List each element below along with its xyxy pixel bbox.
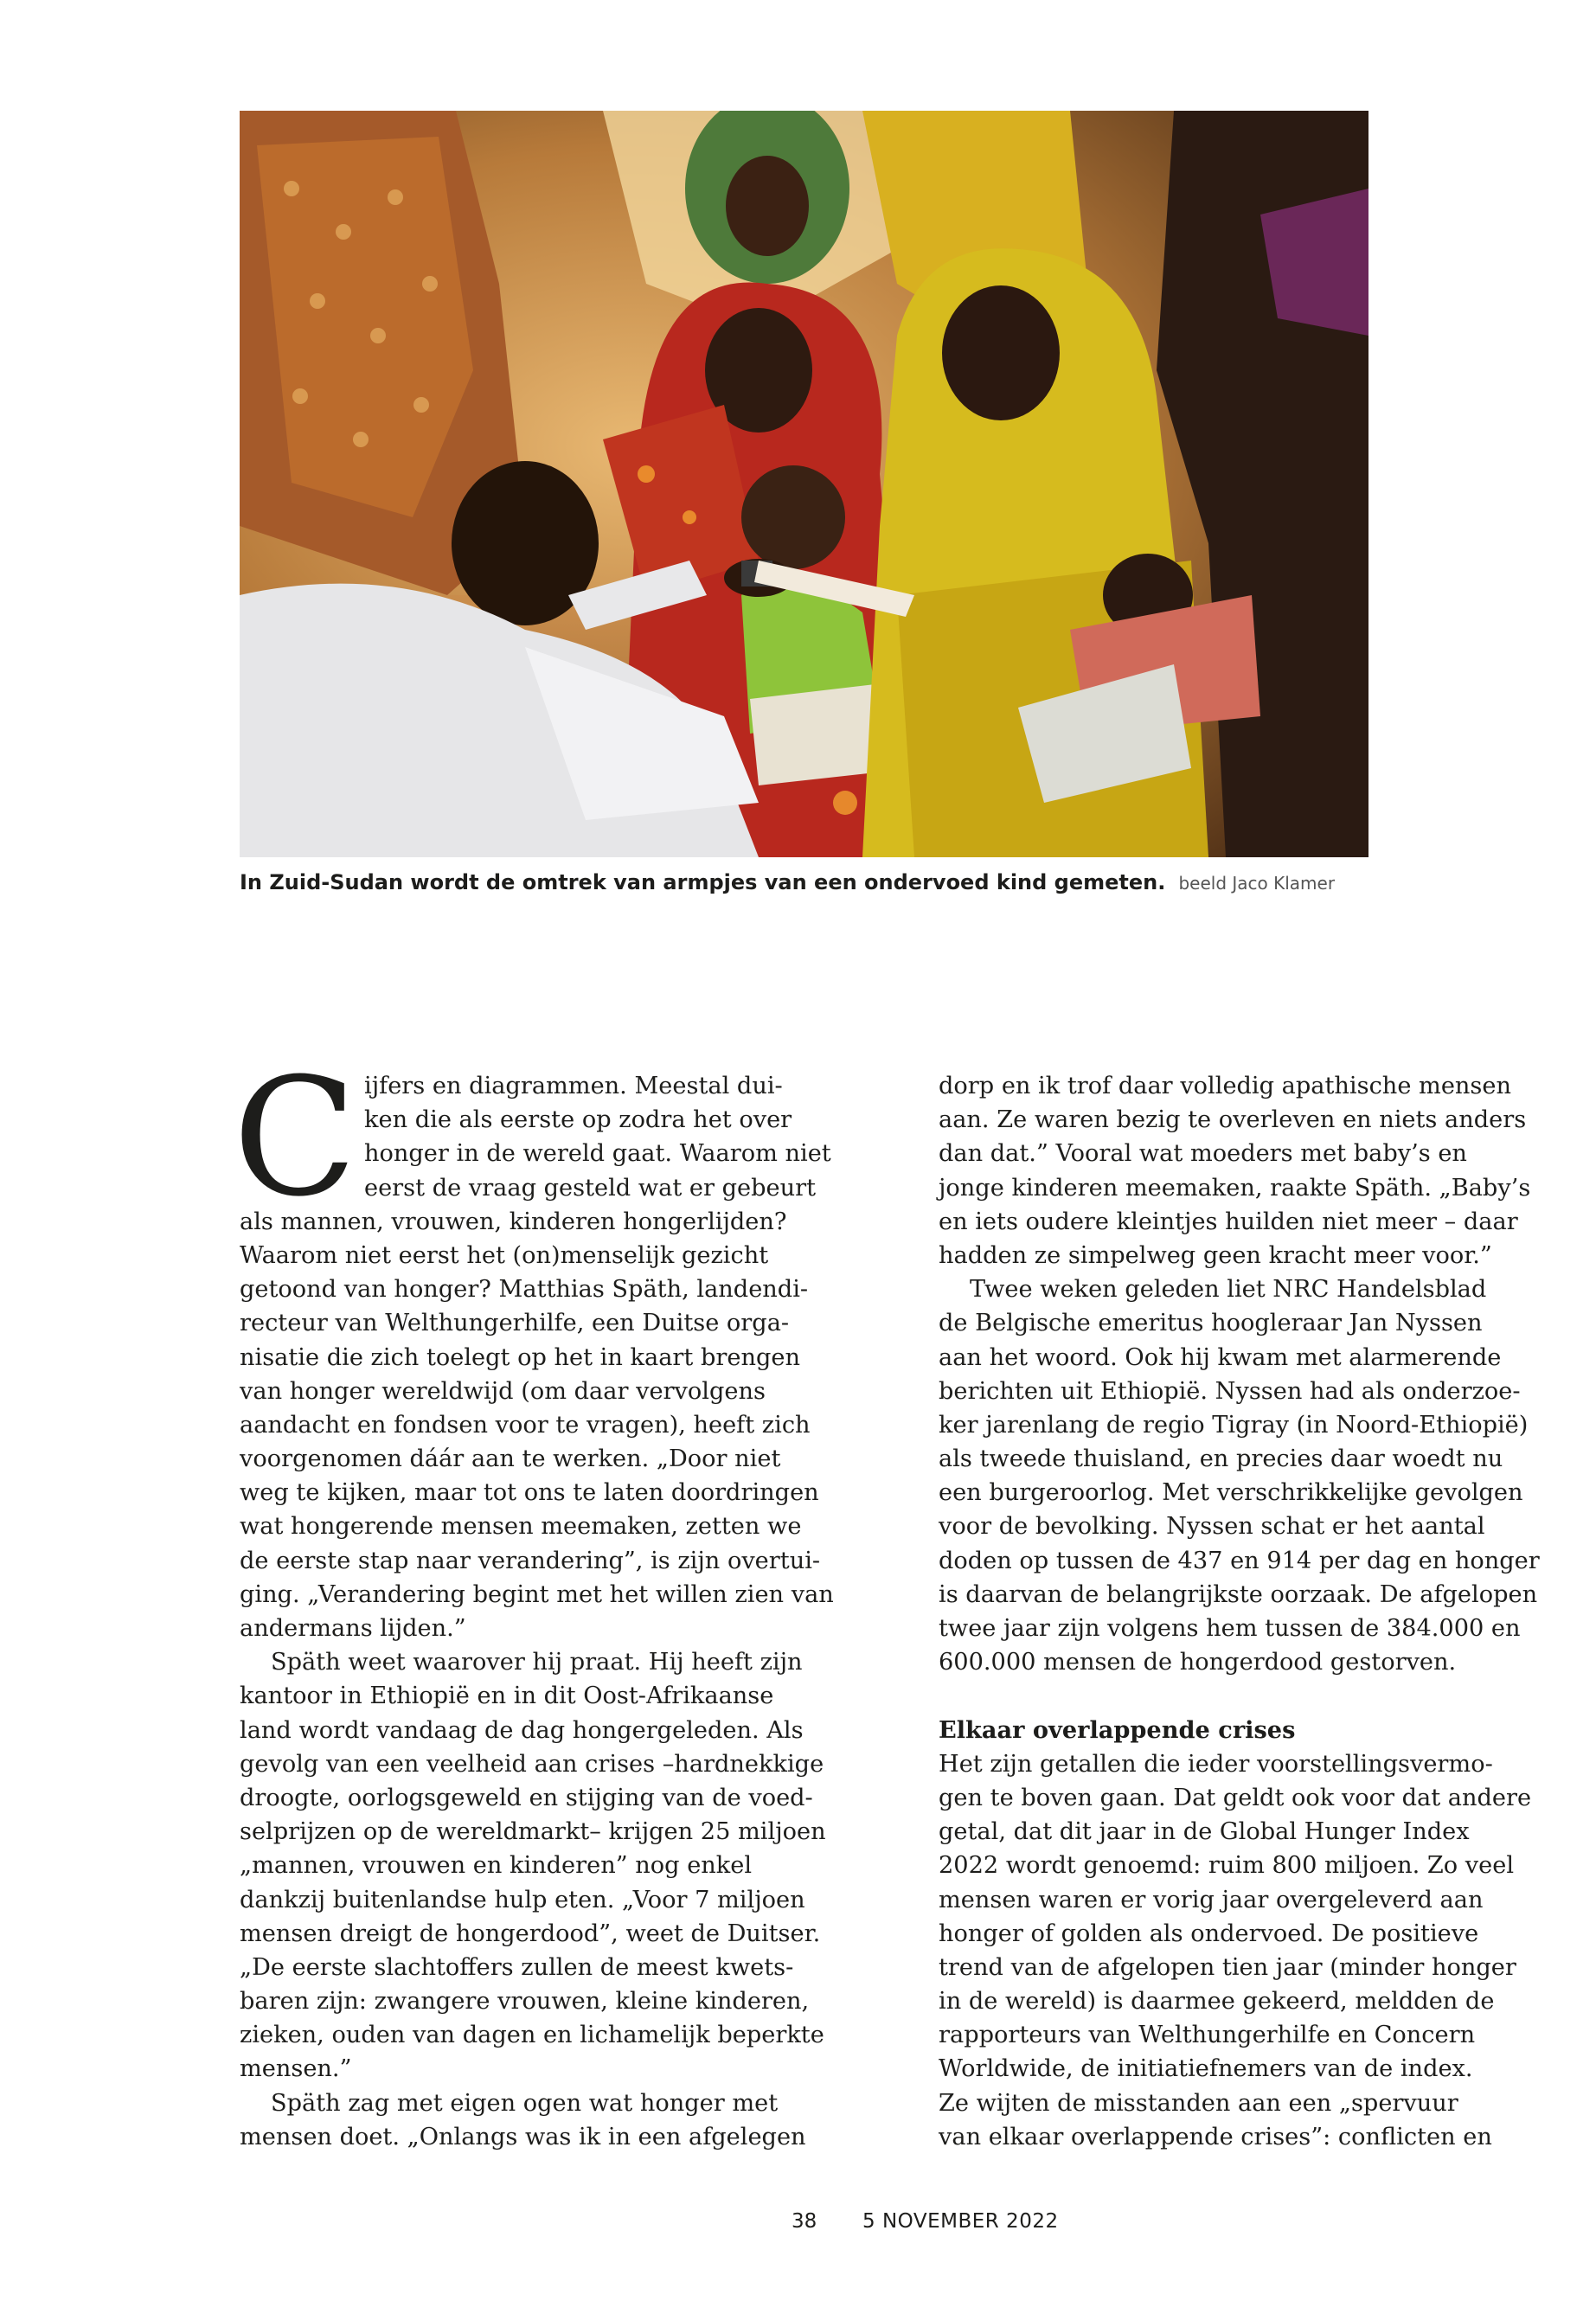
text-line: kantoor in Ethiopië en in dit Oost-Afrikaanse [240, 1682, 774, 1710]
text-line: ijfers en diagrammen. Meestal dui- [364, 1073, 783, 1099]
text-line: Waarom niet eerst het (on)menselijk gezicht [240, 1241, 769, 1269]
text-line: als tweede thuisland, en precies daar woedt nu [939, 1445, 1503, 1473]
text-line: berichten uit Ethiopië. Nyssen had als onderzoe- [939, 1377, 1521, 1405]
text-line: mensen dreigt de hongerdood”, weet de Duitser. [240, 1920, 821, 1947]
text-line: als mannen, vrouwen, kinderen hongerlijden? [240, 1208, 787, 1235]
photo-caption [240, 870, 1451, 894]
photo-illustration [240, 111, 1368, 857]
text-line: twee jaar zijn volgens hem tussen de 384.000 en [939, 1615, 1521, 1642]
text-line: gen te boven gaan. Dat geldt ook voor dat andere [939, 1784, 1532, 1811]
text-line: nisatie die zich toelegt op het in kaart brengen [240, 1343, 800, 1371]
text-line: mensen.” [240, 2055, 352, 2083]
text-line: dankzij buitenlandse hulp eten. „Voor 7 miljoen [240, 1886, 805, 1913]
text-line: is daarvan de belangrijkste oorzaak. De afgelopen [939, 1580, 1538, 1608]
text-line: „De eerste slachtoffers zullen de meest kwets- [240, 1953, 794, 1981]
text-line: dan dat.” Vooral wat moeders met baby’s en [939, 1140, 1467, 1168]
text-line: baren zijn: zwangere vrouwen, kleine kinderen, [240, 1988, 810, 2016]
text-line: een burgeroorlog. Met verschrikkelijke gevolgen [939, 1479, 1523, 1507]
text-line: de Belgische emeritus hoogleraar Jan Nyssen [939, 1310, 1483, 1337]
issue-date: 5 NOVEMBER 2022 [862, 2210, 1059, 2233]
text-line: Worldwide, de initiatiefnemers van de index. [939, 2055, 1473, 2083]
text-line: ken die als eerste op zodra het over [364, 1106, 792, 1134]
text-line: dorp en ik trof daar volledig apathische mensen [939, 1073, 1511, 1099]
text-line: Ze wijten de misstanden aan een „spervuur [939, 2089, 1458, 2117]
text-line: land wordt vandaag de dag hongergeleden. Als [240, 1716, 804, 1744]
text-line: „mannen, vrouwen en kinderen” nog enkel [240, 1852, 753, 1880]
text-line: 600.000 mensen de hongerdood gestorven. [939, 1649, 1457, 1676]
drop-cap: C [233, 1043, 357, 1233]
text-line: de eerste stap naar verandering”, is zijn overtui- [240, 1547, 821, 1574]
text-line: van honger wereldwijd (om daar vervolgens [240, 1377, 766, 1405]
text-line: eerst de vraag gesteld wat er gebeurt [364, 1174, 817, 1202]
text-line: recteur van Welthungerhilfe, een Duitse orga- [240, 1310, 790, 1337]
text-line: voor de bevolking. Nyssen schat er het aantal [939, 1513, 1485, 1541]
text-line: doden op tussen de 437 en 914 per dag en honger [939, 1547, 1540, 1574]
text-line: ging. „Verandering begint met het willen zien van [240, 1580, 834, 1608]
text-line: ker jarenlang de regio Tigray (in Noord-Ethiopië) [939, 1411, 1529, 1439]
text-line: honger of golden als ondervoed. De positieve [939, 1920, 1479, 1947]
text-line: Späth weet waarover hij praat. Hij heeft zijn [271, 1649, 803, 1676]
text-line: in de wereld) is daarmee gekeerd, meldden de [939, 1988, 1495, 2016]
paragraph-gap [939, 1679, 1492, 1713]
text-line: jonge kinderen meemaken, raakte Späth. „Baby’s [939, 1174, 1531, 1202]
text-line: Späth zag met eigen ogen wat honger met [271, 2089, 779, 2117]
text-line: trend van de afgelopen tien jaar (minder honger [939, 1953, 1516, 1981]
text-line: droogte, oorlogsgeweld en stijging van de voed- [240, 1784, 813, 1811]
article-photo [240, 111, 1368, 857]
text-line: mensen waren er vorig jaar overgeleverd aan [939, 1886, 1484, 1913]
text-line: voorgenomen dáár aan te werken. „Door niet [240, 1445, 781, 1473]
photo-credit: beeld Jaco Klamer [1178, 873, 1336, 894]
text-line: Twee weken geleden liet NRC Handelsblad [970, 1276, 1487, 1304]
text-line: andermans lijden.” [240, 1615, 466, 1642]
text-line: weg te kijken, maar tot ons te laten doordringen [240, 1479, 819, 1507]
text-line: zieken, ouden van dagen en lichamelijk beperkte [240, 2022, 824, 2049]
article-column-right [939, 1069, 1540, 2154]
text-line: van elkaar overlappende crises”: conflicten en [939, 2123, 1492, 2150]
text-line: honger in de wereld gaat. Waarom niet [364, 1140, 831, 1168]
text-line: mensen doet. „Onlangs was ik in een afgelegen [240, 2123, 806, 2150]
caption-text: In Zuid-Sudan wordt de omtrek van armpjes van een ondervoed kind gemeten. [240, 870, 1166, 894]
text-line: aan het woord. Ook hij kwam met alarmerende [939, 1343, 1502, 1371]
page-number: 38 [792, 2210, 817, 2233]
text-line: getoond van honger? Matthias Späth, landendi- [240, 1276, 809, 1304]
text-line: Het zijn getallen die ieder voorstellingsvermo- [939, 1750, 1493, 1778]
text-line: en iets oudere kleintjes huilden niet meer – daar [939, 1208, 1518, 1235]
text-line: aandacht en fondsen voor te vragen), heeft zich [240, 1411, 811, 1439]
text-line: 2022 wordt genoemd: ruim 800 miljoen. Zo veel [939, 1852, 1515, 1880]
text-line: wat hongerende mensen meemaken, zetten we [240, 1513, 802, 1541]
text-line: gevolg van een veelheid aan crises –hardnekkige [240, 1750, 824, 1778]
text-line: selprijzen op de wereldmarkt– krijgen 25 miljoen [240, 1818, 826, 1846]
text-line: getal, dat dit jaar in de Global Hunger Index [939, 1818, 1470, 1846]
article-column-left [233, 1043, 834, 2154]
text-line: aan. Ze waren bezig te overleven en niets anders [939, 1106, 1527, 1134]
text-line: rapporteurs van Welthungerhilfe en Concern [939, 2022, 1476, 2049]
text-line: hadden ze simpelweg geen kracht meer voor.” [939, 1241, 1492, 1269]
article-subhead: Elkaar overlappende crises [939, 1715, 1296, 1744]
